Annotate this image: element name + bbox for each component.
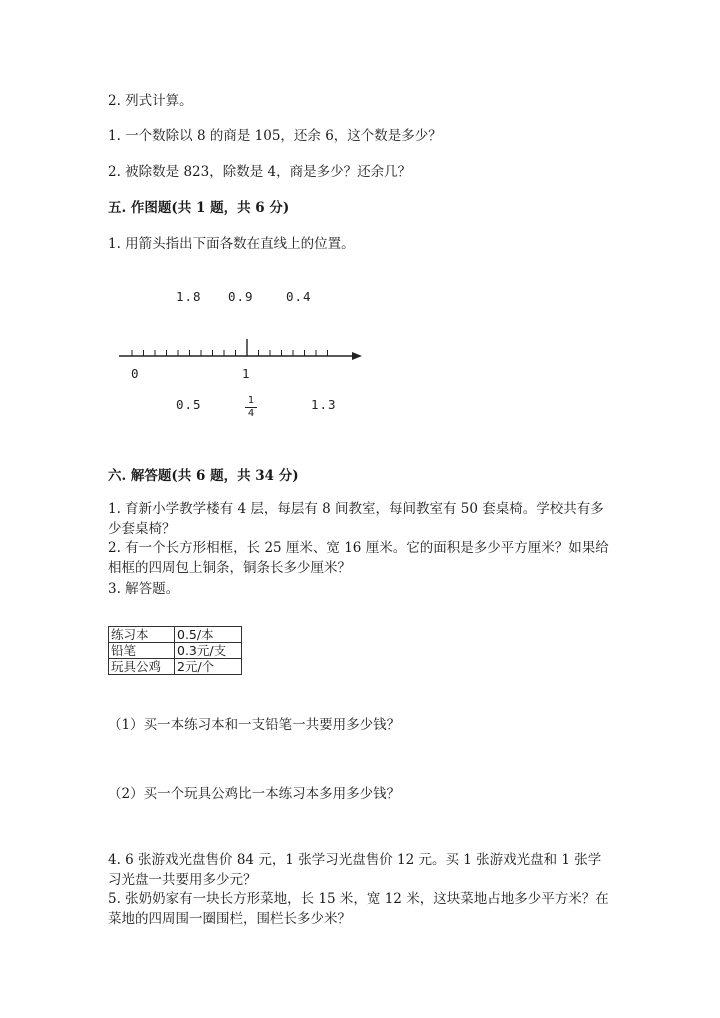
table-cell-price: 2元/个 — [175, 659, 242, 675]
table-cell-item: 玩具公鸡 — [109, 659, 175, 675]
bottom-value-2: 1.3 — [311, 397, 337, 412]
calc-question-1: 1. 一个数除以 8 的商是 105，还余 6，这个数是多少？ — [108, 128, 442, 144]
axis-label-zero: 0 — [131, 366, 140, 381]
top-value-3: 0.4 — [286, 289, 312, 304]
fraction-denominator: 4 — [247, 408, 255, 419]
solve-question-3: 3. 解答题。 — [108, 581, 180, 597]
calc-heading: 2. 列式计算。 — [108, 93, 193, 109]
number-line-arrow — [352, 352, 362, 360]
solve-question-1: 1. 育新小学教学楼有 4 层，每层有 8 间教室，每间教室有 50 套桌椅。学校共有多少套桌椅？ — [108, 501, 604, 537]
table-cell-item: 铅笔 — [109, 643, 175, 659]
table-row — [109, 643, 242, 659]
solve-question-2: 2. 有一个长方形相框，长 25 厘米、宽 16 厘米。它的面积是多少平方厘米？如果给相框的四周包上铜条，铜条长多少厘米？ — [108, 540, 609, 576]
drawing-question-1: 1. 用箭头指出下面各数在直线上的位置。 — [108, 236, 355, 252]
number-line — [116, 336, 366, 366]
solve-question-5: 5. 张奶奶家有一块长方形菜地，长 15 米，宽 12 米，这块菜地占地多少平方米？在菜地的四周围一圈围栏，围栏长多少米？ — [108, 891, 609, 927]
bottom-value-1: 0.5 — [176, 397, 202, 412]
solve-question-4: 4. 6 张游戏光盘售价 84 元，1 张学习光盘售价 12 元。买 1 张游戏光盘和 1 张学习光盘一共要用多少元？ — [108, 852, 602, 888]
fraction-numerator: 1 — [247, 395, 255, 406]
table-row — [109, 627, 242, 643]
top-value-2: 0.9 — [228, 289, 254, 304]
calc-question-2: 2. 被除数是 823，除数是 4，商是多少？还余几？ — [108, 164, 412, 180]
bottom-fraction — [245, 396, 257, 419]
top-value-1: 1.8 — [176, 289, 202, 304]
solve-question-3-sub-2: （2）买一个玩具公鸡比一本练习本多用多少钱？ — [108, 786, 401, 802]
drawing-section-heading: 五. 作图题(共 1 题，共 6 分) — [108, 200, 290, 216]
table-row — [109, 659, 242, 675]
axis-label-one: 1 — [242, 366, 251, 381]
solve-question-3-sub-1: （1）买一本练习本和一支铅笔一共要用多少钱？ — [108, 717, 401, 733]
table-cell-item: 练习本 — [109, 627, 175, 643]
number-line-ticks — [132, 339, 328, 356]
table-cell-price: 0.3元/支 — [175, 643, 242, 659]
price-table — [108, 626, 242, 675]
table-cell-price: 0.5/本 — [175, 627, 242, 643]
solve-section-heading: 六. 解答题(共 6 题，共 34 分) — [108, 468, 299, 484]
